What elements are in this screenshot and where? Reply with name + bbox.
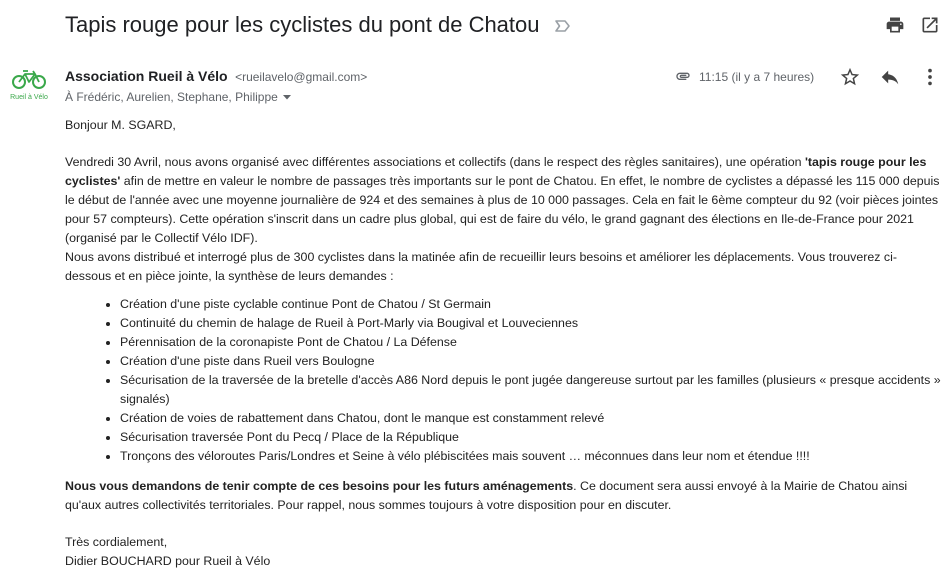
- label-outline-icon[interactable]: [553, 16, 573, 36]
- list-item: • Création d'une piste cyclable continue Pont de Chatou / St Germain: [120, 295, 943, 314]
- list-item: • Sécurisation de la traversée de la bretelle d'accès A86 Nord depuis le pont jugée dangereuse surtout par les familles (plusieurs « presque accidents » signalés): [120, 371, 943, 409]
- sender-line: [65, 68, 367, 86]
- paragraph-request: [65, 477, 943, 515]
- paragraph-intro-bold: 'tapis rouge pour les cyclistes': [65, 155, 927, 188]
- paragraph-intro-end: afin de mettre en valeur le nombre de passages très importants sur le pont de Chatou. En effet, le nombre de cyclistes a dépassé les 115 000 depuis le début de l'année avec une moyenne journalière de 924 et des semaines à plus de 10 000 passages. Cela en fait le 6ème compteur du 92 (voir pièces jointes pour 57 compteurs). Cette opération s'inscrit dans un cadre plus global, qui est de faire du vélo, le grand gagnant des élections en Ile-de-France pour 2021 (organisé par le Collectif Vélo IDF).: [65, 174, 940, 245]
- recipients-toggle[interactable]: [65, 90, 292, 104]
- email-header: [65, 10, 950, 42]
- list-item: • Création d'une piste dans Rueil vers Boulogne: [120, 352, 943, 371]
- list-item: • Pérennisation de la coronapiste Pont de Chatou / La Défense: [120, 333, 943, 352]
- email-timestamp: 11:15 (il y a 7 heures): [699, 70, 815, 84]
- sender-name[interactable]: Association Rueil à Vélo: [65, 68, 228, 84]
- paragraph-intro-start: Vendredi 30 Avril, nous avons organisé avec différentes associations et collectifs (dans le respect des règles sanitaires), une opération: [65, 155, 805, 169]
- recipients-list: À Frédéric, Aurelien, Stephane, Philippe: [65, 90, 278, 104]
- sender-avatar[interactable]: [9, 68, 49, 104]
- paragraph-survey: Nous avons distribué et interrogé plus de 300 cyclistes dans la matinée afin de recueillir leurs besoins et améliorer les déplacements. Vous trouverez ci-dessous et en pièce jointe, la synthèse de leurs demandes :: [65, 250, 897, 283]
- list-item: • Continuité du chemin de halage de Rueil à Port-Marly via Bougival et Louveciennes: [120, 314, 943, 333]
- avatar-text: Rueil à Vélo: [10, 94, 48, 101]
- print-icon[interactable]: [885, 15, 905, 35]
- closing: Très cordialement,: [65, 535, 168, 549]
- reply-icon[interactable]: [879, 66, 901, 88]
- list-item: • Création de voies de rabattement dans Chatou, dont le manque est constamment relevé: [120, 409, 943, 428]
- paragraph-request-bold: Nous vous demandons de tenir compte de ces besoins pour les futurs aménagements: [65, 479, 574, 493]
- bicycle-logo-icon: [9, 68, 49, 104]
- caret-down-icon[interactable]: [282, 92, 292, 102]
- more-vertical-icon[interactable]: [919, 66, 941, 88]
- paperclip-icon: [673, 68, 693, 84]
- list-item: • Tronçons des véloroutes Paris/Londres et Seine à vélo plébiscitées mais souvent … méconnues dans leur nom et étendue !!!!: [120, 447, 943, 466]
- open-in-new-window-icon[interactable]: [920, 15, 940, 35]
- sender-email: <rueilavelo@gmail.com>: [235, 70, 368, 84]
- email-subject: Tapis rouge pour les cyclistes du pont de Chatou: [65, 12, 540, 37]
- email-body: [65, 116, 943, 571]
- paragraph-request-end: . Ce document sera aussi envoyé à la Mairie de Chatou ainsi qu'aux autres collectivités territoriales. Pour rappel, nous sommes toujours à votre disposition pour en discuter.: [65, 479, 908, 512]
- list-item: • Sécurisation traversée Pont du Pecq / Place de la République: [120, 428, 943, 447]
- demands-list: [65, 295, 943, 466]
- star-outline-icon[interactable]: [839, 66, 861, 88]
- signature: Didier BOUCHARD pour Rueil à Vélo: [65, 554, 271, 568]
- greeting: Bonjour M. SGARD,: [65, 118, 176, 132]
- paragraph-intro: [65, 153, 943, 248]
